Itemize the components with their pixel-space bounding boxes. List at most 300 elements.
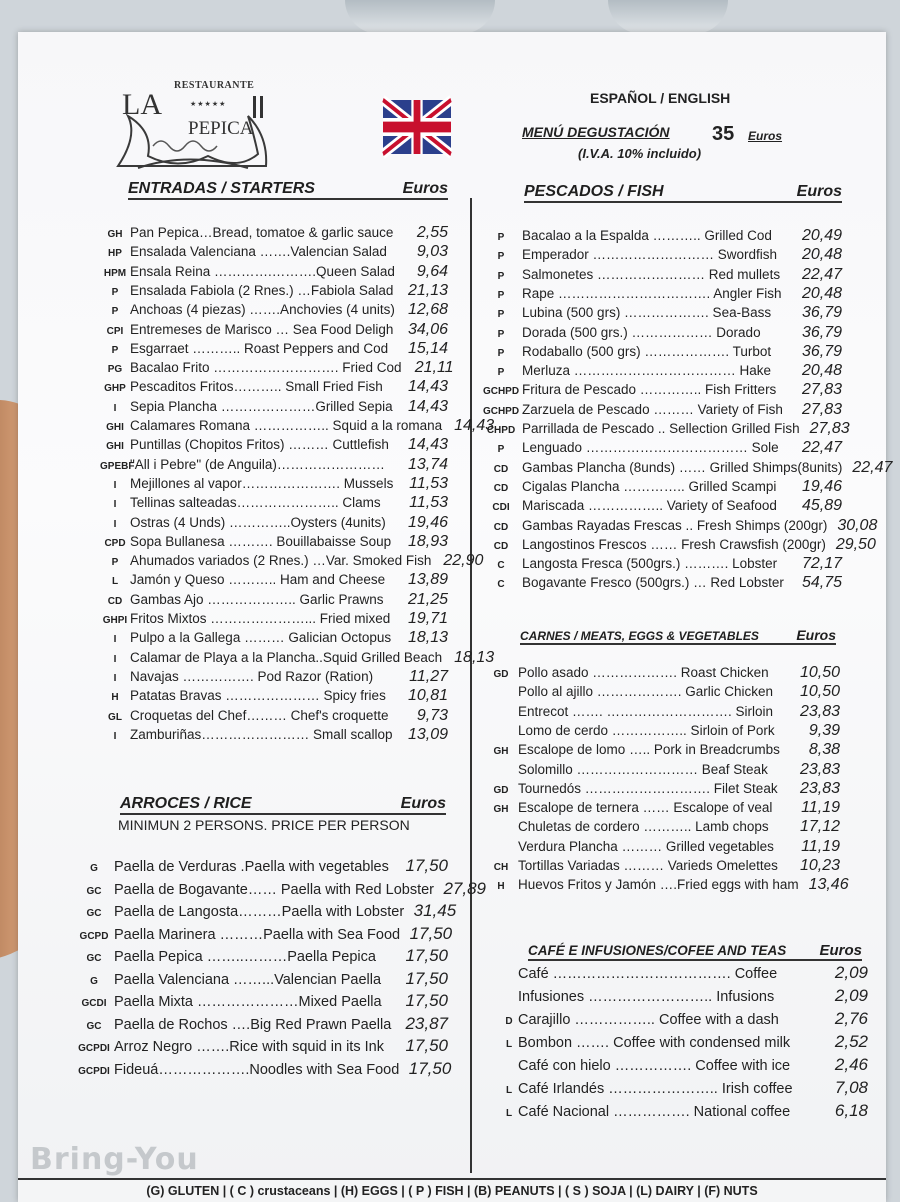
allergen-code: CDI (492, 502, 510, 514)
coffee-item (500, 986, 868, 1006)
coffee-item (500, 1009, 868, 1029)
allergen-code: L (505, 1108, 513, 1119)
allergen-code: GD (493, 669, 509, 680)
dish-description: Escalope de ternera …… Escalope of veal (518, 800, 773, 816)
dish-description: Pollo asado ………………. Roast Chicken (518, 665, 769, 680)
allergen-code: C (497, 579, 505, 591)
fish-item (480, 304, 842, 322)
dish-price: 36,79 (801, 323, 842, 341)
starters-item (100, 668, 448, 686)
meats-item (484, 722, 840, 740)
dish-price: 2,76 (834, 1009, 868, 1028)
meats-item (484, 876, 849, 894)
dish-description: Sepia Plancha …………………Grilled Sepia (130, 398, 393, 414)
fish-item (480, 324, 842, 342)
dish-price: 30,08 (837, 516, 878, 534)
dish-price: 20,48 (801, 284, 842, 302)
coffee-item (500, 1032, 868, 1052)
allergen-code: CH (493, 862, 509, 873)
dish-description: Fritos Mixtos …………………... Fried mixed (130, 611, 391, 626)
starters-heading (128, 180, 448, 200)
dish-description: Café ………………………………. Coffee (518, 966, 778, 982)
rice-currency: Euros (400, 795, 446, 812)
starters-currency: Euros (402, 180, 448, 197)
allergen-code: HP (108, 248, 122, 260)
dish-description: Huevos Fritos y Jamón ….Fried eggs with ham (518, 877, 799, 893)
starters-item (100, 398, 448, 416)
dish-description: Lenguado ……………………………… Sole (522, 440, 779, 456)
meats-currency: Euros (796, 627, 836, 643)
allergen-code: I (113, 402, 117, 414)
allergen-code: I (113, 479, 117, 491)
dish-price: 14,43 (407, 397, 448, 415)
dish-description: Paella de Rochos ….Big Red Prawn Paella (114, 1016, 392, 1033)
starters-item (100, 417, 495, 435)
starters-item (100, 263, 448, 281)
dish-description: Rape ……………………………. Angler Fish (522, 285, 782, 301)
coffee-currency: Euros (819, 942, 862, 959)
starters-item (100, 707, 448, 725)
coffee-item (500, 1078, 868, 1098)
dish-price: 11,27 (409, 667, 448, 685)
allergen-code: P (497, 328, 505, 340)
allergen-code: GCPDI (78, 1065, 110, 1077)
dish-price: 18,13 (407, 629, 448, 647)
uk-flag-icon (383, 100, 451, 154)
dish-description: Fideuá……………….Noodles with Sea Food (114, 1061, 400, 1078)
allergen-code: PG (107, 364, 123, 376)
dish-description: Merluza ……………………………… Hake (522, 363, 772, 379)
rice-item (74, 946, 448, 966)
fish-item (480, 266, 842, 284)
starters-title: ENTRADAS / STARTERS (128, 180, 315, 197)
coffee-item (500, 1055, 868, 1075)
allergen-code: GCHPD (482, 386, 520, 398)
allergen-code: L (505, 1085, 513, 1096)
rice-item (74, 901, 457, 921)
allergen-code: GHP (104, 383, 126, 395)
fish-item (480, 246, 842, 264)
dish-description: Ostras (4 Unds) …………..Oysters (4units) (130, 514, 386, 530)
dish-description: Emperador ……………………… Swordfish (522, 247, 778, 263)
dish-description: Sopa Bullanesa ………. Bouillabaisse Soup (130, 533, 392, 549)
allergen-code: L (111, 576, 119, 588)
dish-price: 2,46 (834, 1055, 868, 1074)
dish-price: 18,93 (407, 532, 448, 550)
dish-price: 9,39 (808, 721, 840, 739)
dish-description: Patatas Bravas ………………… Spicy fries (130, 688, 386, 704)
allergen-code: CD (107, 595, 123, 607)
allergen-code: P (497, 444, 505, 456)
dish-description: Ensala Reina ………….……….Queen Salad (130, 263, 395, 279)
dish-description: Langosta Fresca (500grs.) ………. Lobster (522, 556, 778, 572)
dish-description: Navajas ……………. Pod Razor (Ration) (130, 668, 374, 684)
fish-item (480, 516, 878, 535)
dish-description: Zamburiñas…………………… Small scallop (130, 726, 393, 742)
dish-price: 36,79 (801, 342, 842, 360)
restaurant-logo (108, 80, 273, 175)
starters-item (100, 224, 448, 242)
allergen-code: P (497, 232, 505, 243)
starters-item (100, 687, 448, 705)
dish-price: 23,87 (405, 1013, 448, 1033)
dish-price: 6,18 (834, 1101, 868, 1120)
dish-description: Solomillo ……………………… Beaf Steak (518, 761, 768, 777)
allergen-code: GCDI (81, 998, 107, 1009)
dish-price: 11,19 (801, 799, 840, 817)
dish-description: Pan Pepica…Bread, tomatoe & garlic sauce (130, 225, 394, 240)
logo-la-text: LA (122, 88, 162, 121)
dish-description: Cigalas Plancha ………….. Grilled Scampi (522, 478, 777, 494)
starters-item (100, 378, 448, 396)
meats-item (484, 799, 840, 817)
allergen-code: GCPD (79, 930, 109, 942)
fish-heading (524, 183, 842, 203)
meats-item (484, 818, 840, 836)
fish-item (480, 458, 893, 477)
allergen-code: GHI (106, 422, 124, 433)
starters-item (100, 494, 448, 512)
glass-right (608, 0, 728, 34)
allergen-code: GC (86, 953, 102, 964)
dish-price: 10,23 (799, 857, 840, 874)
fish-item (480, 420, 850, 438)
dish-description: Calamar de Playa a la Plancha..Squid Grilled Beach (130, 649, 443, 665)
dish-description: Dorada (500 grs.) ……………… Dorado (522, 324, 761, 340)
starters-item (100, 514, 448, 532)
dish-price: 9,03 (416, 243, 448, 261)
allergen-code: P (111, 286, 119, 298)
allergen-code: L (505, 1039, 513, 1050)
dish-price: 20,48 (801, 246, 842, 264)
dish-price: 34,06 (407, 320, 448, 338)
allergen-code: CD (493, 540, 509, 552)
dish-description: Fritura de Pescado ………….. Fish Fritters (522, 382, 777, 398)
starters-item (100, 726, 448, 744)
dish-price: 17,50 (405, 856, 448, 875)
starters-item (100, 359, 454, 377)
dish-description: Ensalada Valenciana …….Valencian Salad (130, 244, 387, 260)
allergen-code: G (90, 975, 98, 987)
dish-price: 17,50 (405, 1036, 448, 1055)
dish-description: Bacalao Frito ………………………. Fried Cod (130, 360, 402, 376)
glass-left (345, 0, 495, 34)
dish-price: 22,47 (801, 439, 842, 457)
coffee-title: CAFÉ E INFUSIONES/COFEE AND TEAS (528, 943, 787, 958)
dish-price: 13,89 (407, 571, 448, 589)
dish-description: Langostinos Frescos …… Fresh Crawsfish (200gr) (522, 536, 826, 552)
dish-description: Croquetas del Chef……… Chef's croquette (130, 707, 389, 723)
allergen-code: CD (493, 482, 509, 494)
fish-item (480, 227, 842, 245)
rice-item (74, 878, 486, 899)
dish-description: Café Nacional ……………. National coffee (518, 1104, 791, 1120)
logo-restaurante-text: RESTAURANTE (174, 80, 255, 91)
dish-price: 12,68 (407, 301, 448, 319)
allergen-code: HPM (103, 267, 127, 279)
dish-description: Café Irlandés ………………….. Irish coffee (518, 1081, 793, 1097)
fish-item (480, 555, 842, 573)
fish-item (480, 574, 842, 592)
dish-price: 17,50 (405, 991, 448, 1010)
dish-price: 23,83 (799, 760, 840, 778)
starters-item (100, 591, 448, 609)
starters-item (100, 301, 448, 319)
meats-heading (520, 627, 836, 645)
dish-price: 14,43 (407, 378, 448, 396)
dish-price: 22,47 (852, 458, 893, 476)
dish-description: Rodaballo (500 grs) ………………. Turbot (522, 343, 772, 359)
dish-price: 17,50 (405, 968, 448, 988)
dish-price: 10,50 (799, 683, 840, 701)
dish-description: Paella Marinera ………Paella with Sea Food (114, 926, 401, 943)
dish-price: 14,43 (407, 436, 448, 454)
dish-price: 11,53 (409, 474, 448, 492)
allergen-code: GCHPD (482, 405, 520, 417)
dish-description: Anchoas (4 piezas) …….Anchovies (4 units) (130, 302, 395, 318)
dish-price: 15,14 (407, 339, 448, 357)
fish-item (480, 343, 842, 361)
allergen-code: P (497, 289, 505, 301)
dish-description: Zarzuela de Pescado ……… Variety of Fish (522, 401, 783, 417)
rice-item (74, 991, 448, 1011)
watermark-text: Bring-You (30, 1142, 199, 1177)
fish-item (480, 497, 842, 515)
dish-price: 36,79 (801, 304, 842, 322)
dish-description: Paella de Langosta………Paella with Lobster (114, 904, 405, 920)
dish-price: 13,46 (808, 876, 849, 894)
logo-stars-icon: ★★★★★ (190, 101, 227, 108)
dish-price: 20,48 (801, 362, 842, 380)
dish-price: 10,50 (799, 664, 840, 681)
dish-description: Esgarraet ……….. Roast Peppers and Cod (130, 340, 389, 356)
rice-item (74, 1036, 448, 1056)
allergen-code: CD (493, 463, 509, 475)
fish-item (480, 401, 842, 419)
degustacion-label: MENÚ DEGUSTACIÓN (522, 124, 670, 140)
starters-item (100, 610, 448, 628)
dish-price: 17,50 (408, 1058, 452, 1078)
dish-price: 11,53 (409, 494, 448, 512)
allergen-code: I (113, 634, 117, 646)
allergen-code: CD (493, 521, 509, 533)
dish-description: Bacalao a la Espalda ……….. Grilled Cod (522, 228, 772, 243)
fish-item (480, 439, 842, 457)
dish-description: Pescaditos Fritos……….. Small Fried Fish (130, 379, 383, 395)
allergen-code: GH (493, 746, 509, 758)
allergen-code: I (113, 653, 117, 665)
allergen-code: CPD (104, 537, 126, 549)
dish-price: 27,83 (801, 400, 842, 418)
allergen-code: P (111, 344, 119, 356)
dish-description: Pulpo a la Gallega ……… Galician Octopus (130, 630, 392, 646)
allergen-code: GHPI (102, 615, 128, 626)
dish-price: 21,25 (407, 590, 448, 608)
dish-price: 17,12 (799, 818, 840, 836)
starters-item (100, 571, 448, 589)
dish-price: 13,74 (407, 455, 448, 473)
dish-description: Chuletas de cordero ……….. Lamb chops (518, 819, 769, 835)
dish-description: Pollo al ajillo ………………. Garlic Chicken (518, 684, 774, 700)
dish-price: 19,71 (407, 610, 448, 627)
rice-item (74, 856, 448, 876)
allergen-code: GH (107, 229, 123, 240)
dish-price: 27,89 (443, 878, 486, 898)
dish-description: Lubina (500 grs) ………………. Sea-Bass (522, 305, 772, 321)
allergen-code: CHPD (486, 425, 516, 436)
dish-price: 14,43 (454, 417, 495, 434)
dish-price: 20,49 (801, 227, 842, 244)
allergen-code: GC (86, 885, 102, 897)
dish-price: 21,11 (414, 359, 454, 377)
starters-item (100, 552, 484, 570)
dish-description: Paella de Verduras .Paella with vegetables (114, 859, 389, 875)
meats-title: CARNES / MEATS, EGGS & VEGETABLES (520, 629, 759, 643)
dish-price: 72,17 (801, 555, 842, 573)
dish-price: 22,90 (443, 552, 484, 570)
language-label: ESPAÑOL / ENGLISH (590, 90, 731, 106)
allergen-code: GCPDI (78, 1043, 110, 1054)
dish-description: Lomo de cerdo …………….. Sirloin of Pork (518, 722, 775, 738)
rice-item (74, 969, 448, 989)
fish-item (480, 285, 842, 303)
allergen-code: P (497, 367, 505, 379)
allergen-code: I (113, 499, 117, 511)
allergen-code: GC (86, 1020, 102, 1032)
rice-subtitle: MINIMUN 2 PERSONS. PRICE PER PERSON (118, 817, 410, 833)
meats-item (484, 664, 840, 682)
degustacion-currency: Euros (748, 129, 783, 143)
rice-heading (120, 795, 446, 815)
meats-item (484, 703, 840, 721)
dish-price: 11,19 (801, 837, 840, 855)
starters-item (100, 321, 448, 339)
dish-description: Ahumados variados (2 Rnes.) …Var. Smoked Fish (130, 553, 432, 569)
rice-item (74, 1058, 452, 1079)
dish-description: Mejillones al vapor…………………. Mussels (130, 475, 394, 491)
allergen-code: P (497, 347, 505, 359)
logo-pepica-text: PEPICA (188, 118, 254, 139)
dish-price: 17,50 (409, 923, 453, 943)
dish-price: 2,55 (416, 224, 448, 241)
fish-item (480, 362, 842, 380)
dish-description: Ensalada Fabiola (2 Rnes.) …Fabiola Salad (130, 282, 394, 298)
starters-item (100, 282, 448, 300)
dish-price: 10,81 (407, 687, 448, 705)
allergen-code: C (497, 560, 505, 572)
dish-price: 9,73 (416, 706, 448, 724)
dish-price: 7,08 (834, 1078, 868, 1097)
fish-item (480, 478, 842, 496)
allergen-code: P (111, 557, 119, 569)
dish-price: 13,09 (407, 725, 448, 743)
dish-price: 54,75 (801, 574, 842, 592)
meats-item (484, 683, 840, 701)
dish-description: Café con hielo ……………. Coffee with ice (518, 1058, 791, 1074)
dish-description: Verdura Plancha ……… Grilled vegetables (518, 838, 774, 854)
allergen-code: P (497, 251, 505, 263)
allergen-code: P (497, 309, 505, 321)
allergen-code: G (90, 863, 98, 874)
dish-price: 45,89 (801, 497, 842, 515)
allergen-code: I (113, 672, 117, 684)
dish-price: 18,13 (454, 648, 495, 666)
dish-description: Mariscada …………….. Variety of Seafood (522, 498, 777, 514)
dish-price: 19,46 (407, 513, 448, 531)
starters-item (100, 340, 448, 358)
coffee-heading (528, 942, 862, 961)
fish-item (480, 535, 876, 554)
dish-description: Jamón y Queso ……….. Ham and Cheese (130, 572, 386, 588)
dish-description: "All i Pebre" (de Anguila)…………………… (130, 456, 385, 472)
dish-price: 27,83 (801, 381, 842, 399)
dish-description: Paella Pepica ……..………Paella Pepica (114, 949, 376, 965)
dish-description: Gambas Rayadas Frescas .. Fresh Shimps (200gr) (522, 517, 828, 533)
column-divider (470, 198, 472, 1173)
starters-item (100, 243, 448, 261)
dish-price: 2,09 (834, 963, 868, 982)
degustacion-price: 35 (712, 123, 735, 145)
dish-description: Escalope de lomo ….. Pork in Breadcrumbs (518, 742, 780, 758)
dish-description: Gambas Plancha (8unds) …… Grilled Shimps(8units) (522, 459, 843, 475)
rice-item (74, 923, 453, 944)
meats-item (484, 838, 840, 856)
dish-description: Bombon ……. Coffee with condensed milk (518, 1035, 791, 1051)
allergen-code: GL (108, 711, 122, 723)
dish-price: 8,38 (808, 741, 840, 759)
dish-description: Tournedós ………………………. Filet Steak (518, 780, 778, 796)
coffee-item (500, 963, 868, 983)
dish-price: 31,45 (413, 901, 457, 920)
dish-price: 9,64 (416, 262, 448, 280)
dish-description: Carajillo …………….. Coffee with a dash (518, 1012, 779, 1028)
meats-item (484, 780, 840, 798)
dish-description: Paella de Bogavante…… Paella with Red Lobster (114, 881, 434, 898)
starters-item (100, 475, 448, 493)
fish-item (480, 381, 842, 399)
starters-item (100, 648, 495, 667)
dish-description: Bogavante Fresco (500grs.) … Red Lobster (522, 575, 784, 591)
allergen-code: CPI (106, 325, 124, 337)
allergen-legend: (G) GLUTEN | ( C ) crustaceans | (H) EGGS | ( P ) FISH | (B) PEANUTS | ( S ) SOJA | (L) DAIRY | (F) NUTS (18, 1178, 886, 1202)
allergen-code: D (505, 1016, 513, 1027)
dish-description: Gambas Ajo ……………….. Garlic Prawns (130, 591, 384, 607)
fish-currency: Euros (796, 183, 842, 200)
allergen-code: GH (493, 804, 509, 816)
dish-description: Entrecot ……. ………………………. Sirloin (518, 703, 774, 719)
dish-price: 2,52 (834, 1032, 868, 1051)
dish-description: Paella Valenciana ……...Valencian Paella (114, 971, 382, 988)
dish-description: Infusiones …………………….. Infusions (518, 989, 775, 1005)
starters-item (100, 629, 448, 647)
dish-description: Parrillada de Pescado .. Sellection Grilled Fish (522, 421, 800, 436)
allergen-code: H (497, 881, 505, 893)
starters-item (100, 436, 448, 454)
dish-description: Entremeses de Marisco … Sea Food Deligh (130, 321, 394, 337)
rice-title: ARROCES / RICE (120, 795, 252, 812)
dish-description: Salmonetes …………………… Red mullets (522, 266, 781, 282)
dish-price: 22,47 (801, 265, 842, 283)
dish-price: 23,83 (799, 702, 840, 720)
dish-price: 2,09 (834, 986, 868, 1005)
dish-description: Puntillas (Chopitos Fritos) ……… Cuttlefish (130, 437, 389, 453)
starters-item (100, 533, 448, 551)
dish-price: 19,46 (801, 477, 842, 495)
coffee-item (500, 1101, 868, 1121)
allergen-code: I (113, 730, 117, 742)
starters-item (100, 456, 448, 474)
dish-price: 29,50 (835, 535, 876, 553)
